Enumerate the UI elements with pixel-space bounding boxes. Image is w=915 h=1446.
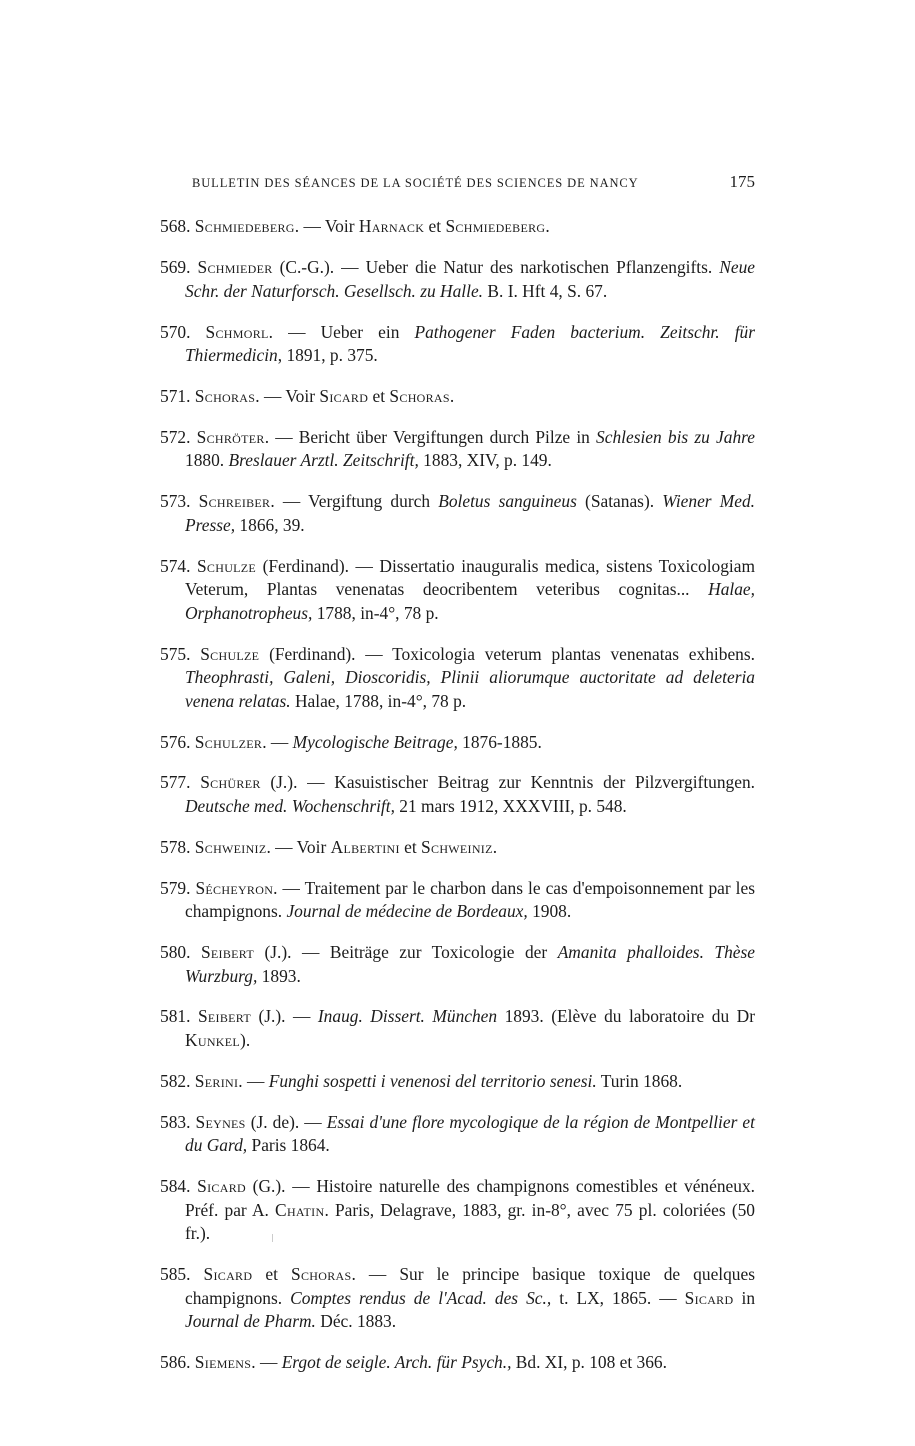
- entry-number: 580.: [160, 942, 191, 963]
- work-title: Amanita phalloides. Thèse Wurzburg,: [185, 942, 755, 986]
- work-title: Comptes rendus de l'Acad. des Sc.,: [290, 1287, 552, 1308]
- entry-number: 585.: [160, 1264, 191, 1285]
- bibliography-entry: [160, 426, 755, 473]
- entry-text: . —: [262, 731, 293, 752]
- entry-text: 1883, XIV, p. 149.: [418, 450, 552, 471]
- author-name: Serini: [194, 1070, 239, 1091]
- entry-text: . — Bericht über Vergiftungen durch Pilze in: [264, 426, 597, 447]
- entry-text: . — Voir: [266, 836, 331, 857]
- entry-text: [190, 1264, 203, 1284]
- entry-text: [190, 491, 198, 511]
- entry-text: 1908.: [527, 901, 572, 922]
- entry-number: 574.: [160, 555, 191, 576]
- entry-text: [190, 772, 200, 792]
- author-name: Schulzer: [194, 731, 263, 752]
- page-mark: [272, 1234, 273, 1242]
- author-name: Schoras: [291, 1264, 352, 1285]
- bibliography-entry: [160, 1263, 755, 1334]
- author-name: Schröter: [196, 426, 265, 447]
- author-name: Schulze: [200, 643, 260, 664]
- running-header: [160, 172, 755, 198]
- entry-text: , 1891, p. 375.: [277, 345, 378, 366]
- author-name: Sécheyron: [195, 877, 274, 898]
- entry-number: 576.: [160, 731, 191, 752]
- entry-number: 583.: [160, 1111, 191, 1132]
- bibliography-list: [160, 215, 755, 1374]
- entry-text: Bd. XI, p. 108 et 366.: [511, 1351, 667, 1372]
- work-title: Mycologische Beitrage,: [292, 731, 458, 752]
- bibliography-entry: [160, 1070, 755, 1094]
- entry-number: 581.: [160, 1006, 191, 1027]
- author-name: Sicard: [319, 386, 369, 407]
- entry-text: . — Voir: [255, 386, 320, 407]
- author-name: Schmieder: [197, 257, 273, 278]
- entry-number: 577.: [160, 772, 191, 793]
- author-name: Schweiniz: [194, 836, 267, 857]
- entry-text: et: [252, 1264, 292, 1285]
- author-name: Seibert: [197, 1006, 251, 1027]
- entry-text: . — Sur le principe basique toxique de quelques champignons.: [185, 1264, 755, 1308]
- entry-text: Paris 1864.: [247, 1135, 330, 1156]
- work-title: Journal de médecine de Bordeaux,: [286, 901, 528, 922]
- entry-number: 584.: [160, 1176, 191, 1197]
- entry-text: et: [368, 386, 390, 407]
- entry-number: 575.: [160, 643, 191, 664]
- work-title: Neue Schr. der Naturforsch. Gesellsch. zu Halle.: [185, 257, 755, 301]
- entry-text: Turin 1868.: [596, 1070, 683, 1091]
- entry-number: 568.: [160, 216, 191, 237]
- work-title: Theophrasti, Galeni, Dioscoridis, Plinii aliorumque auctoritate ad deleteria venena relatas.: [185, 667, 755, 711]
- author-name: Schoras: [389, 386, 450, 407]
- author-name: Kunkel: [185, 1029, 241, 1050]
- entry-text: (J. de). —: [245, 1111, 327, 1132]
- entry-text: (J.). — Kasuistischer Beitrag zur Kenntnis der Pilzvergiftungen.: [260, 772, 755, 793]
- bibliography-entry: [160, 877, 755, 924]
- entry-text: in: [733, 1287, 756, 1308]
- entry-number: 579.: [160, 877, 191, 898]
- document-page: [160, 172, 755, 1380]
- page-number: 175: [729, 172, 755, 191]
- entry-text: 1893.: [257, 965, 301, 986]
- entry-text: 1880.: [185, 450, 229, 471]
- author-name: Schweiniz: [421, 836, 493, 857]
- entry-text: (G.). — Histoire naturelle des champignons comestibles et vénéneux. Préf. par A.: [185, 1176, 755, 1220]
- author-name: Sicard: [684, 1287, 734, 1308]
- entry-text: (Ferdinand). — Toxicologia veterum plantas venenatas exhibens.: [259, 643, 755, 664]
- entry-text: 1876-1885.: [457, 731, 542, 752]
- entry-text: 1893. (Elève du laboratoire du Dr: [497, 1006, 755, 1027]
- entry-text: 1788, in-4°, 78 p.: [312, 602, 439, 623]
- bibliography-entry: [160, 1175, 755, 1246]
- author-name: Siemens: [194, 1351, 252, 1372]
- entry-text: (Ferdinand). — Dissertatio inauguralis medica, sistens Toxicologiam Veterum, Plantas venenatas deocribentem veteribus cognitas...: [185, 555, 755, 600]
- entry-number: 573.: [160, 491, 191, 512]
- bibliography-entry: [160, 256, 755, 303]
- entry-number: 586.: [160, 1351, 191, 1372]
- author-name: Chatin: [275, 1199, 325, 1220]
- work-title: Schlesien bis zu Jahre: [596, 426, 755, 447]
- work-title: Ergot de seigle. Arch. für Psych.,: [281, 1351, 512, 1372]
- entry-text: Halae, 1788, in-4°, 78 p.: [290, 690, 467, 711]
- bibliography-entry: [160, 941, 755, 988]
- work-title: Funghi sospetti i venenosi del territorio senesi.: [268, 1070, 597, 1091]
- entry-text: (Satanas).: [576, 491, 663, 512]
- entry-text: (C.-G.). — Ueber die Natur des narkotischen Pflanzengifts.: [272, 257, 720, 278]
- entry-text: (J.). —: [250, 1006, 318, 1027]
- running-title: BULLETIN DES SÉANCES DE LA SOCIÉTÉ DES SCIENCES DE NANCY: [192, 176, 639, 190]
- bibliography-entry: [160, 1005, 755, 1052]
- entry-number: 572.: [160, 426, 191, 447]
- work-title: Deutsche med. Wochenschrift,: [185, 795, 395, 816]
- work-title: Boletus sanguineus: [438, 491, 577, 512]
- entry-text: B. I. Hft 4, S. 67.: [483, 280, 608, 301]
- entry-number: 570.: [160, 321, 191, 342]
- entry-text: 21 mars 1912, XXXVIII, p. 548.: [394, 795, 627, 816]
- work-title: Breslauer Arztl. Zeitschrift,: [228, 450, 419, 471]
- entry-text: [190, 942, 201, 962]
- entry-number: 569.: [160, 257, 191, 278]
- author-name: Schmorl: [205, 321, 269, 342]
- author-name: Schmiedeberg: [194, 216, 295, 237]
- author-name: Schmiedeberg: [445, 216, 546, 237]
- work-title: Halae, Orphanotropheus,: [185, 579, 755, 623]
- entry-text: 1866, 39.: [235, 514, 305, 535]
- author-name: Schulze: [196, 555, 257, 576]
- entry-text: .: [492, 836, 498, 857]
- entry-text: [190, 322, 205, 342]
- entry-text: et: [424, 216, 446, 237]
- work-title: Inaug. Dissert. München: [317, 1006, 498, 1027]
- work-title: Essai d'une flore mycologique de la région de Montpellier et du Gard,: [185, 1111, 755, 1156]
- entry-number: 571.: [160, 386, 191, 407]
- author-name: Seibert: [200, 942, 254, 963]
- entry-text: .: [449, 386, 455, 407]
- bibliography-entry: [160, 771, 755, 818]
- author-name: Seynes: [195, 1111, 246, 1132]
- entry-text: . — Vergiftung durch: [270, 491, 439, 512]
- entry-text: . —: [251, 1351, 282, 1372]
- bibliography-entry: [160, 1111, 755, 1158]
- entry-number: 582.: [160, 1070, 191, 1091]
- entry-text: . — Ueber ein: [268, 321, 415, 342]
- bibliography-entry: [160, 215, 755, 239]
- entry-text: . — Traitement par le charbon dans le cas d'empoisonnement par les champignons.: [185, 877, 755, 922]
- entry-number: 578.: [160, 836, 191, 857]
- entry-text: . Paris, Delagrave, 1883, gr. in-8°, avec 75 pl. coloriées (50 fr.).: [185, 1199, 756, 1244]
- bibliography-entry: [160, 731, 755, 755]
- bibliography-entry: [160, 321, 755, 368]
- author-name: Harnack: [358, 216, 425, 237]
- entry-text: t. LX, 1865. —: [551, 1287, 685, 1308]
- entry-text: [190, 644, 200, 664]
- bibliography-entry: [160, 555, 755, 626]
- entry-text: ).: [240, 1029, 251, 1050]
- entry-text: . —: [238, 1070, 269, 1091]
- bibliography-entry: [160, 1351, 755, 1375]
- work-title: Journal de Pharm.: [185, 1311, 316, 1332]
- entry-text: [190, 1006, 198, 1026]
- author-name: Sicard: [203, 1264, 253, 1285]
- entry-text: et: [399, 836, 422, 857]
- author-name: Schoras: [194, 386, 256, 407]
- author-name: Schreiber: [198, 491, 271, 512]
- entry-text: Déc. 1883.: [315, 1311, 397, 1332]
- work-title: Wiener Med. Presse,: [185, 491, 755, 535]
- entry-text: .: [545, 216, 550, 237]
- bibliography-entry: [160, 385, 755, 409]
- bibliography-entry: [160, 490, 755, 537]
- entry-text: . — Voir: [294, 216, 359, 237]
- work-title: Pathogener Faden bacterium. Zeitschr. für Thiermedicin: [185, 321, 755, 366]
- author-name: Schürer: [200, 772, 261, 793]
- author-name: Albertini: [330, 836, 400, 857]
- author-name: Sicard: [197, 1176, 246, 1197]
- bibliography-entry: [160, 643, 755, 714]
- bibliography-entry: [160, 836, 755, 860]
- entry-text: (J.). — Beiträge zur Toxicologie der: [253, 942, 558, 963]
